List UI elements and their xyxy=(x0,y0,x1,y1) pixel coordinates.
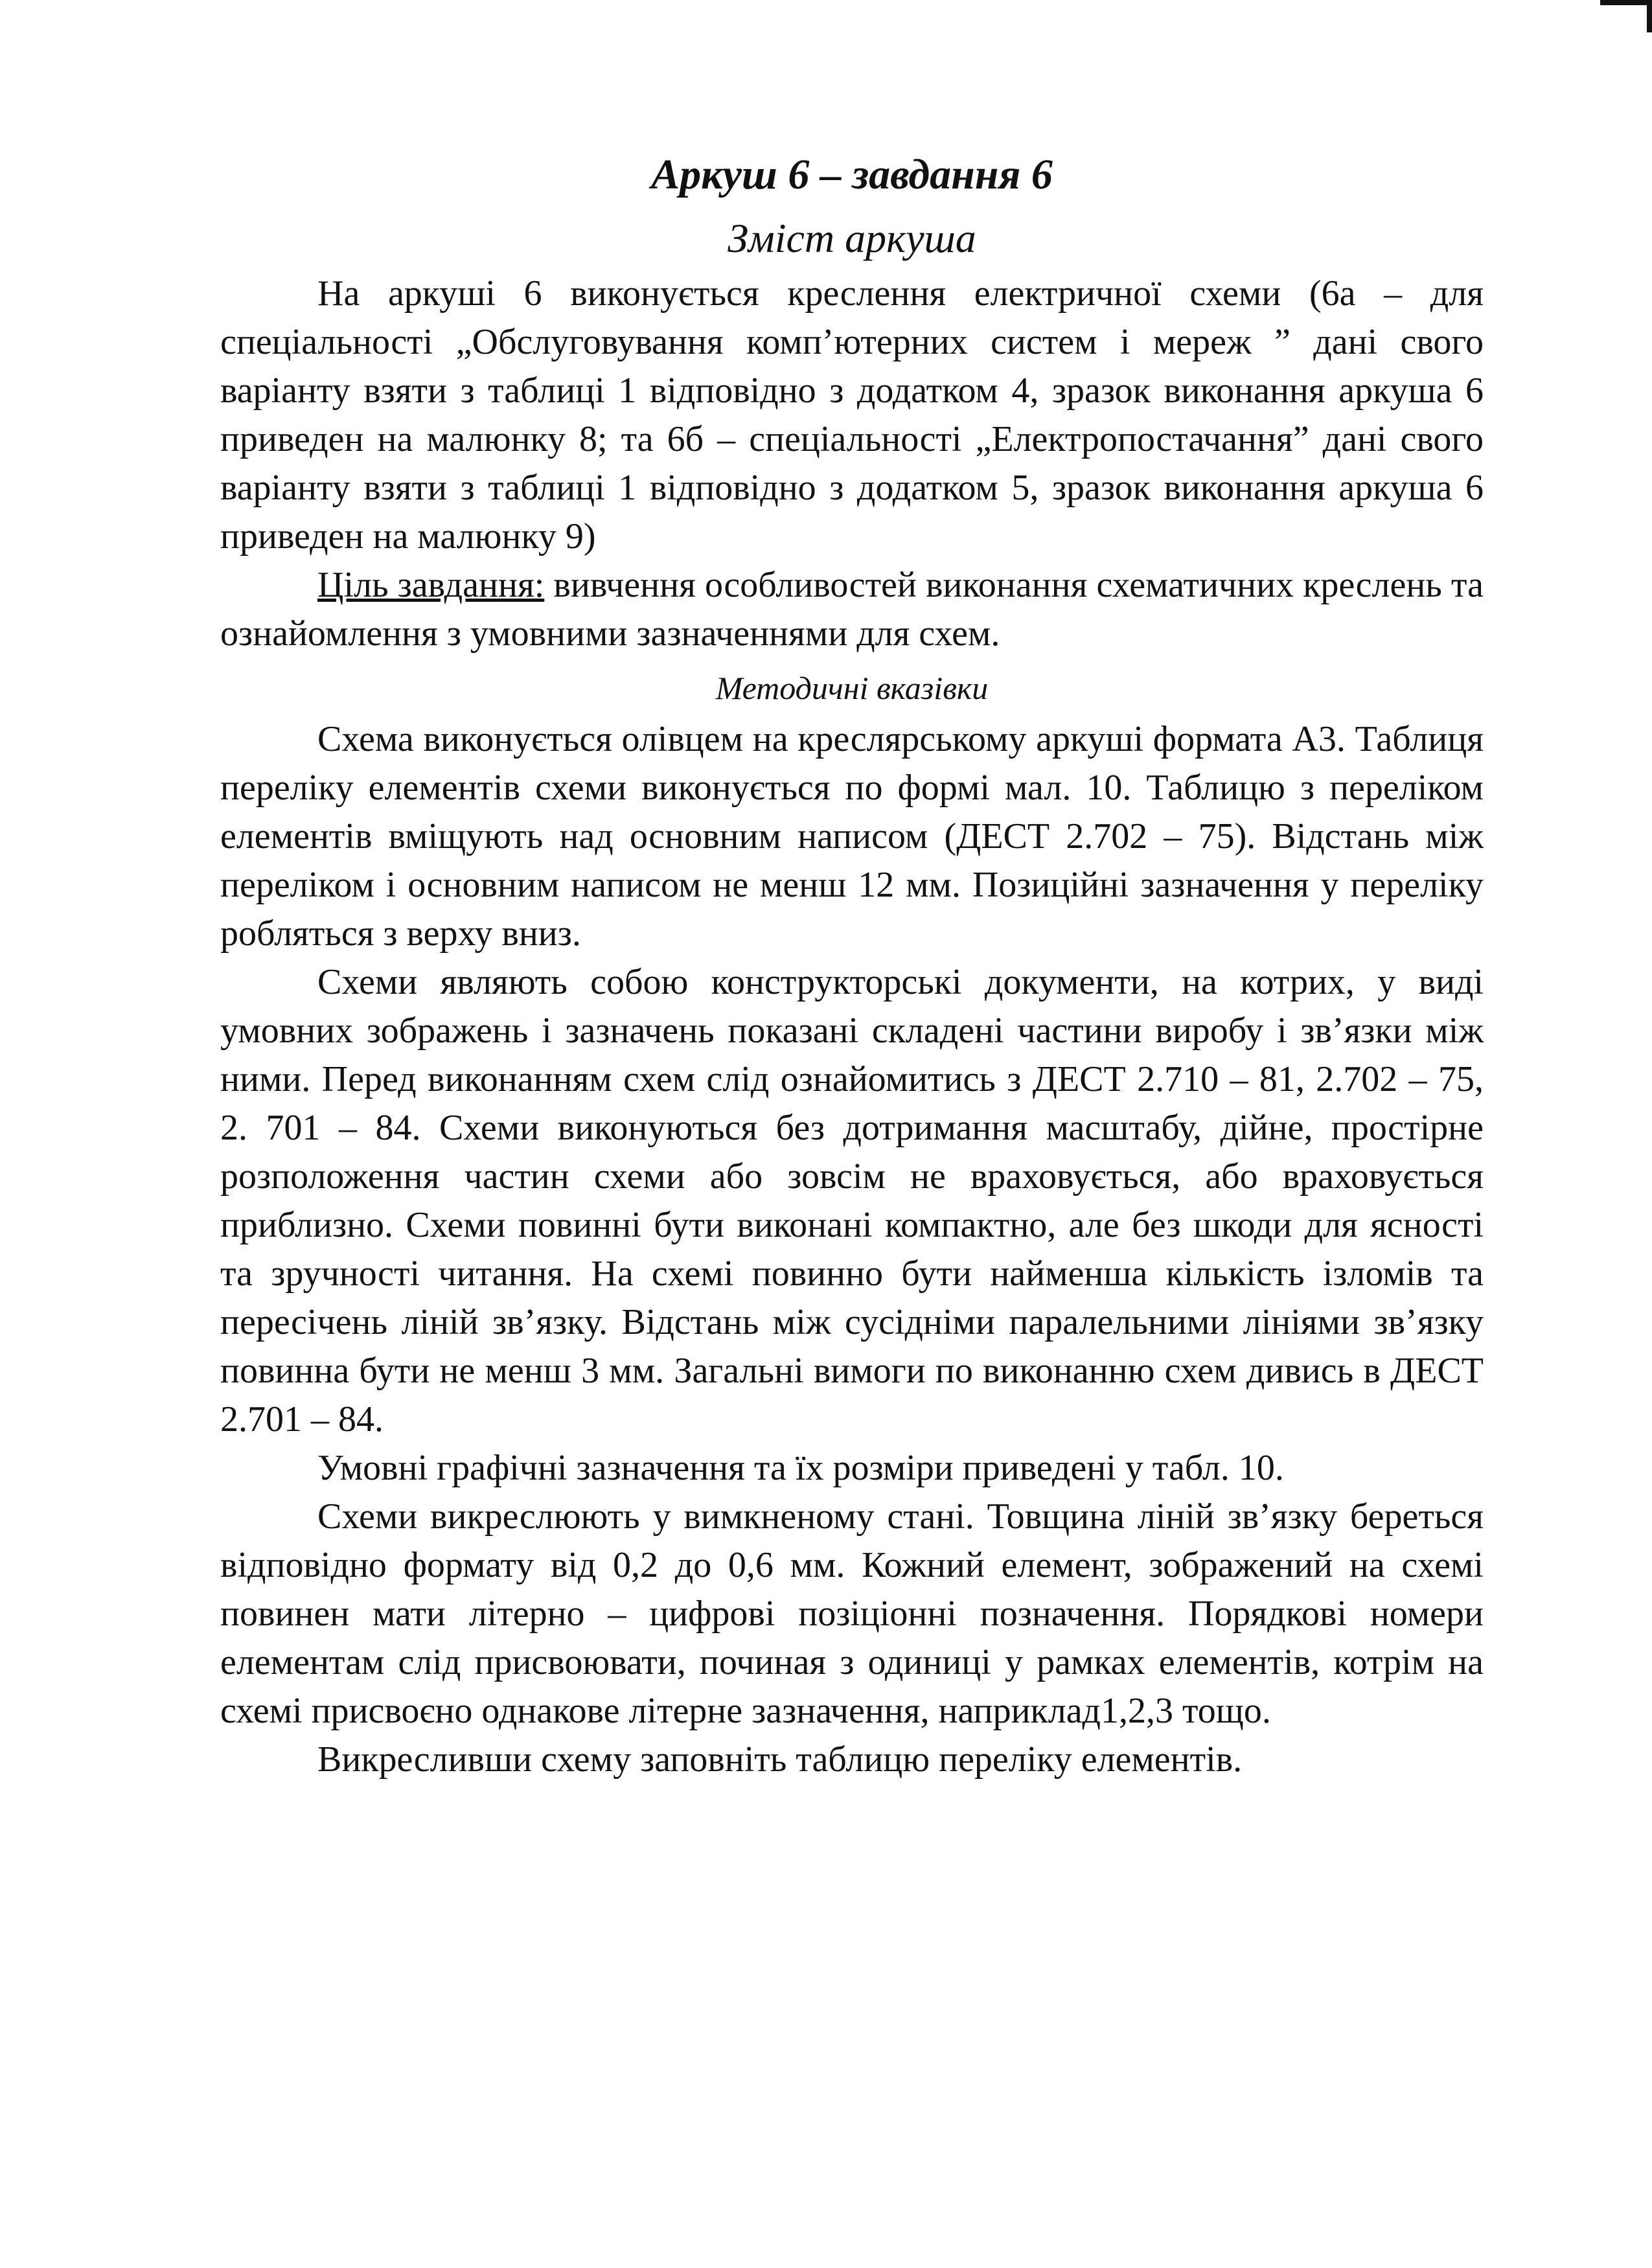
goal-label: Ціль завдання: xyxy=(317,565,545,605)
body-paragraph: Схема виконується олівцем на креслярському аркуші формата А3. Таблиця переліку елементів схеми виконується по формі мал. 10. Таблицю з переліком елементів вміщують над основним написом (ДЕСТ 2.702 – 75). Відстань між переліком і основним написом не менш 12 мм. Позиційні зазначення у переліку робляться з верху вниз. xyxy=(220,719,1484,954)
body-paragraph: Схеми являють собою конструкторські документи, на котрих, у виді умовних зображень і зазначень показані складені частини виробу і зв’язки між ними. Перед виконанням схем слід ознайомитись з ДЕСТ 2.710 – 81, 2.702 – 75, 2. 701 – 84. Схеми виконуються без дотримання масштабу, дійне, простірне розположення частин схеми або зовсім не враховується, або враховується приблизно. Схеми повинні бути виконані компактно, але без шкоди для ясності та зручності читання. На схемі повинно бути найменша кількість ізломів та пересічень ліній зв’язку. Відстань між сусідніми паралельними лініями зв’язку повинна бути не менш 3 мм. Загальні вимоги по виконанню схем дивись в ДЕСТ 2.701 – 84. xyxy=(220,962,1484,1439)
body-paragraph: Схеми викреслюють у вимкненому стані. Товщина ліній зв’язку береться відповідно формату від 0,2 до 0,6 мм. Кожний елемент, зображений на схемі повинен мати літерно – цифрові позіціонні позначення. Порядкові номери елементам слід присвоювати, починая з одиниці у рамках елементів, котрім на схемі присвоєно однакове літерне зазначення, наприклад1,2,3 тощо. xyxy=(220,1496,1484,1731)
document-page xyxy=(220,143,1484,1784)
page-title: Аркуш 6 – завдання 6 xyxy=(651,151,1053,198)
intro-paragraph: На аркуші 6 виконується креслення електричної схеми (6а – для спеціальності „Обслуговування комп’ютерних систем і мереж ” дані свого варіанту взяти з таблиці 1 відповідно з додатком 4, зразок виконання аркуша 6 приведен на малюнку 8; та 6б – спеціальності „Електропостачання” дані свого варіанту взяти з таблиці 1 відповідно з додатком 5, зразок виконання аркуша 6 приведен на малюнку 9) xyxy=(220,273,1484,556)
page-subtitle: Зміст аркуша xyxy=(728,215,976,261)
body-paragraph: Викресливши схему заповніть таблицю переліку елементів. xyxy=(317,1739,1243,1780)
goal-text: вивчення особливостей виконання схематичних креслень та ознайомлення з умовними зазначеннями для схем. xyxy=(220,565,1484,654)
goal-paragraph xyxy=(220,561,1484,658)
body-paragraph: Умовні графічні зазначення та їх розміри приведені у табл. 10. xyxy=(317,1448,1284,1488)
section-heading: Методичні вказівки xyxy=(715,670,989,706)
scan-corner-mark xyxy=(1600,0,1652,32)
